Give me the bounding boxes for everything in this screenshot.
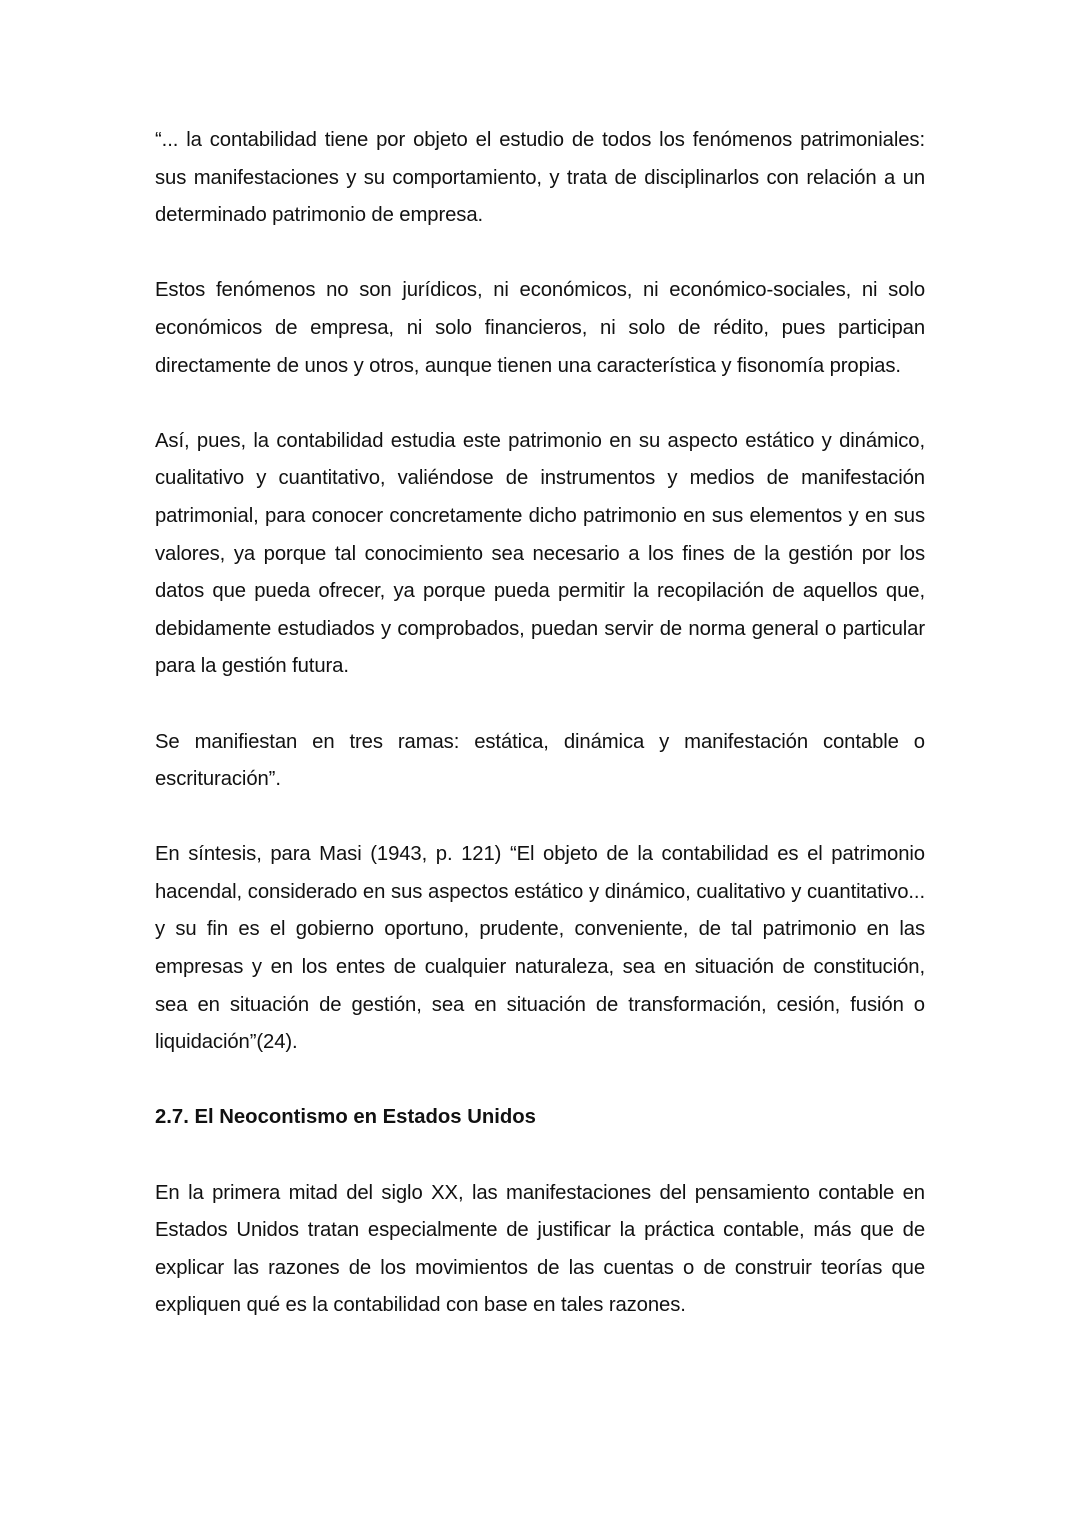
quote-paragraph-three-branches: Se manifiestan en tres ramas: estática, dinámica y manifestación contable o escrituración”.	[155, 730, 925, 791]
quote-paragraph-object-of-accounting: “... la contabilidad tiene por objeto el estudio de todos los fenómenos patrimoniales: sus manifestaciones y su comportamiento, y trata de disciplinarlos con relación a un determinado patrimonio de empresa.	[155, 129, 925, 227]
paragraph-neocontism-usa: En la primera mitad del siglo XX, las manifestaciones del pensamiento contable en Estados Unidos tratan especialmente de justificar la práctica contable, más que de explicar las razones de los movimientos de las cuentas o de construir teorías que expliquen qué es la contabilidad con base en tales razones.	[155, 1181, 925, 1317]
quote-paragraph-phenomena-nature: Estos fenómenos no son jurídicos, ni económicos, ni económico-sociales, ni solo económicos de empresa, ni solo financieros, ni solo de rédito, pues participan directamente de unos y otros, aunque tienen una característica y fisonomía propias.	[155, 279, 925, 377]
paragraph-masi-synthesis: En síntesis, para Masi (1943, p. 121) “El objeto de la contabilidad es el patrimonio hacendal, considerado en sus aspectos estático y dinámico, cualitativo y cuantitativo... y su fin es el gobierno oportuno, prudente, conveniente, de tal patrimonio en las empresas y en los entes de cualquier naturaleza, sea en situación de constitución, sea en situación de gestión, sea en situación de transformación, cesión, fusión o liquidación”(24).	[155, 843, 925, 1054]
quote-paragraph-static-dynamic-study: Así, pues, la contabilidad estudia este patrimonio en su aspecto estático y dinámico, cualitativo y cuantitativo, valiéndose de instrumentos y medios de manifestación patrimonial, para conocer concretamente dicho patrimonio en sus elementos y en sus valores, ya porque tal conocimiento sea necesario a los fines de la gestión por los datos que pueda ofrecer, ya porque pueda permitir la recopilación de aquellos que, debidamente estudiados y comprobados, puedan servir de norma general o particular para la gestión futura.	[155, 429, 925, 678]
section-heading: 2.7. El Neocontismo en Estados Unidos	[155, 1106, 536, 1129]
document-page	[155, 122, 925, 1363]
